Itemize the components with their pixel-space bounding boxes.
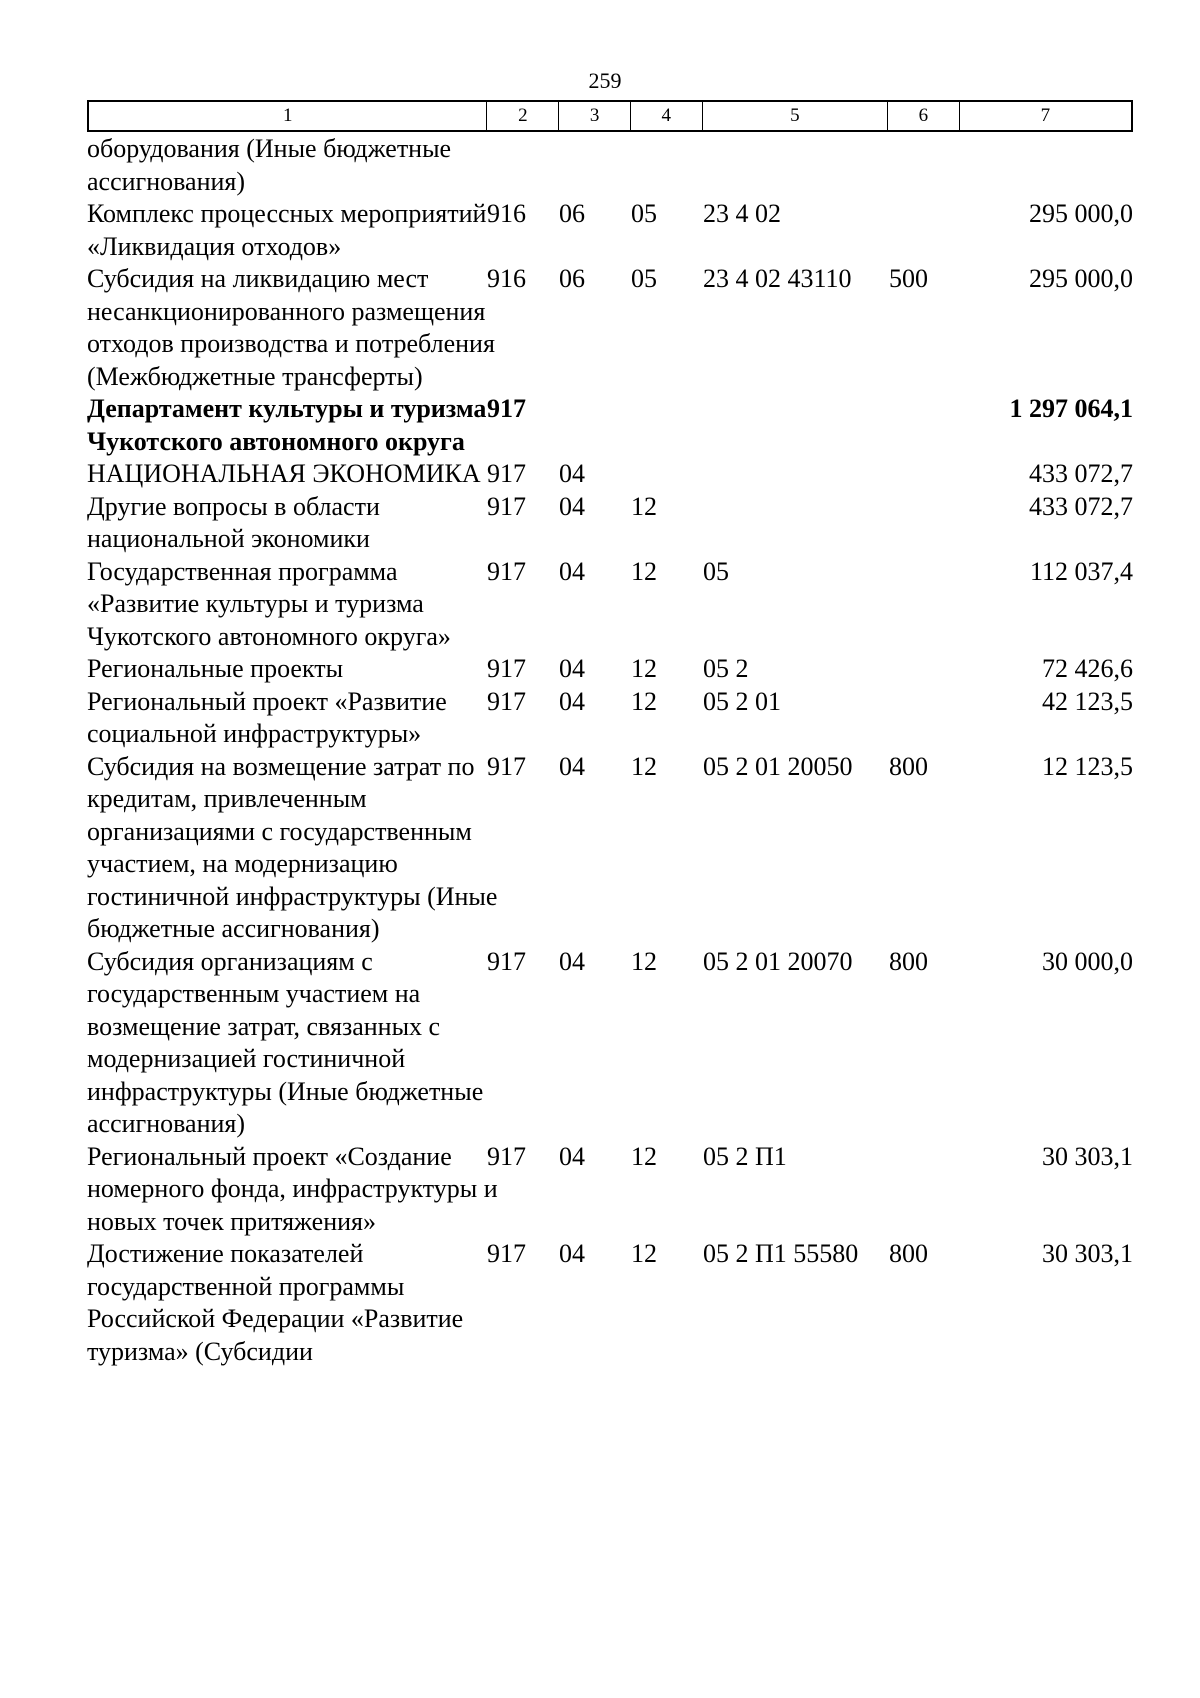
row-csr: 05 2 П1 55580	[703, 1239, 859, 1268]
row-amount: 433 072,7	[1029, 459, 1133, 488]
row-name: Субсидия на возмещение затрат по кредитам, привлеченным организациями с государственным участием, на модернизацию гостиничной инфраструктуры (Иные бюджетные ассигнования)	[87, 751, 498, 943]
table-row	[87, 653, 1133, 686]
row-gov: 916	[487, 264, 526, 293]
row-name: Достижение показателей государственной программы Российской Федерации «Развитие туризма» (Субсидии	[87, 1239, 464, 1366]
row-name: Другие вопросы в области национальной экономики	[87, 491, 380, 553]
row-gov: 917	[487, 751, 526, 781]
row-vr: 800	[889, 1239, 928, 1268]
row-sec: 04	[559, 556, 585, 586]
row-gov: 917	[487, 556, 526, 586]
row-csr: 23 4 02 43110	[703, 264, 852, 293]
row-csr: 05	[703, 556, 729, 586]
row-name: Департамент культуры и туризма Чукотского автономного округа	[87, 394, 487, 456]
row-csr: 23 4 02	[703, 199, 781, 228]
row-name: оборудования (Иные бюджетные ассигнования)	[87, 134, 452, 196]
row-sec: 04	[559, 686, 585, 716]
row-name: Субсидия организациям с государственным участием на возмещение затрат, связанных с модернизацией гостиничной инфраструктуры (Иные бюджетные ассигнования)	[87, 946, 484, 1138]
row-gov: 917	[487, 394, 526, 423]
table-row	[87, 393, 1133, 458]
header-col-6: 6	[888, 102, 960, 130]
row-sub: 05	[631, 199, 657, 228]
table-row	[87, 133, 1133, 198]
row-gov: 917	[487, 686, 526, 716]
row-amount: 30 303,1	[1042, 1141, 1133, 1171]
row-vr: 800	[889, 946, 928, 976]
header-col-3: 3	[559, 102, 631, 130]
row-vr: 500	[889, 264, 928, 293]
row-csr: 05 2 П1	[703, 1141, 787, 1171]
page-number: 259	[588, 68, 622, 93]
table-row	[87, 1141, 1133, 1239]
row-gov: 917	[487, 654, 526, 683]
row-sub: 12	[631, 556, 657, 586]
row-sec: 04	[559, 1141, 585, 1171]
row-sub: 12	[631, 686, 657, 716]
row-name: Субсидия на ликвидацию мест несанкционированного размещения отходов производства и потребления (Межбюджетные трансферты)	[87, 264, 495, 391]
header-col-2: 2	[487, 102, 559, 130]
row-gov: 916	[487, 199, 526, 228]
row-name: Региональные проекты	[87, 654, 344, 683]
table-row	[87, 458, 1133, 491]
table-row	[87, 491, 1133, 556]
row-sub: 12	[631, 1239, 657, 1268]
header-col-5: 5	[703, 102, 888, 130]
row-sec: 04	[559, 946, 585, 976]
row-sec: 04	[559, 1239, 585, 1268]
table-row	[87, 556, 1133, 654]
row-sec: 04	[559, 459, 585, 488]
row-name: Региональный проект «Создание номерного фонда, инфраструктуры и новых точек притяжения»	[87, 1141, 498, 1236]
row-sub: 05	[631, 264, 657, 293]
row-sec: 04	[559, 654, 585, 683]
row-name: Государственная программа «Развитие культуры и туризма Чукотского автономного округа»	[87, 556, 451, 651]
header-col-1: 1	[89, 102, 487, 130]
row-sub: 12	[631, 1141, 657, 1171]
row-amount: 295 000,0	[1029, 264, 1133, 293]
table-row	[87, 263, 1133, 393]
header-col-7: 7	[1040, 105, 1051, 126]
row-gov: 917	[487, 1141, 526, 1171]
row-gov: 917	[487, 946, 526, 976]
row-gov: 917	[487, 459, 526, 488]
row-amount: 112 037,4	[1029, 556, 1133, 586]
row-csr: 05 2 01 20050	[703, 751, 853, 781]
row-sec: 06	[559, 264, 585, 293]
row-name: Комплекс процессных мероприятий «Ликвидация отходов»	[87, 199, 487, 261]
table-row	[87, 686, 1133, 751]
row-amount: 295 000,0	[1029, 199, 1133, 228]
row-sub: 12	[631, 751, 657, 781]
row-csr: 05 2	[703, 654, 749, 683]
table-body	[87, 133, 1133, 1368]
row-amount: 72 426,6	[1042, 654, 1133, 683]
row-name: НАЦИОНАЛЬНАЯ ЭКОНОМИКА	[87, 459, 481, 488]
table-header	[87, 100, 1133, 132]
row-sec: 04	[559, 751, 585, 781]
row-sub: 12	[631, 654, 657, 683]
row-amount: 30 000,0	[1042, 946, 1133, 976]
row-sub: 12	[631, 946, 657, 976]
row-amount: 42 123,5	[1042, 686, 1133, 716]
row-amount: 1 297 064,1	[1009, 394, 1133, 423]
row-sec: 06	[559, 199, 585, 228]
row-gov: 917	[487, 1239, 526, 1268]
row-amount: 12 123,5	[1042, 751, 1133, 781]
row-name: Региональный проект «Развитие социальной инфраструктуры»	[87, 686, 447, 748]
row-sub: 12	[631, 491, 657, 521]
row-csr: 05 2 01 20070	[703, 946, 853, 976]
table-row	[87, 198, 1133, 263]
row-vr: 800	[889, 751, 928, 781]
table-row	[87, 751, 1133, 946]
row-amount: 30 303,1	[1042, 1239, 1133, 1268]
row-amount: 433 072,7	[1029, 491, 1133, 521]
row-gov: 917	[487, 491, 526, 521]
row-sec: 04	[559, 491, 585, 521]
table-row	[87, 1238, 1133, 1368]
table-row	[87, 946, 1133, 1141]
header-col-4: 4	[631, 102, 703, 130]
row-csr: 05 2 01	[703, 686, 781, 716]
